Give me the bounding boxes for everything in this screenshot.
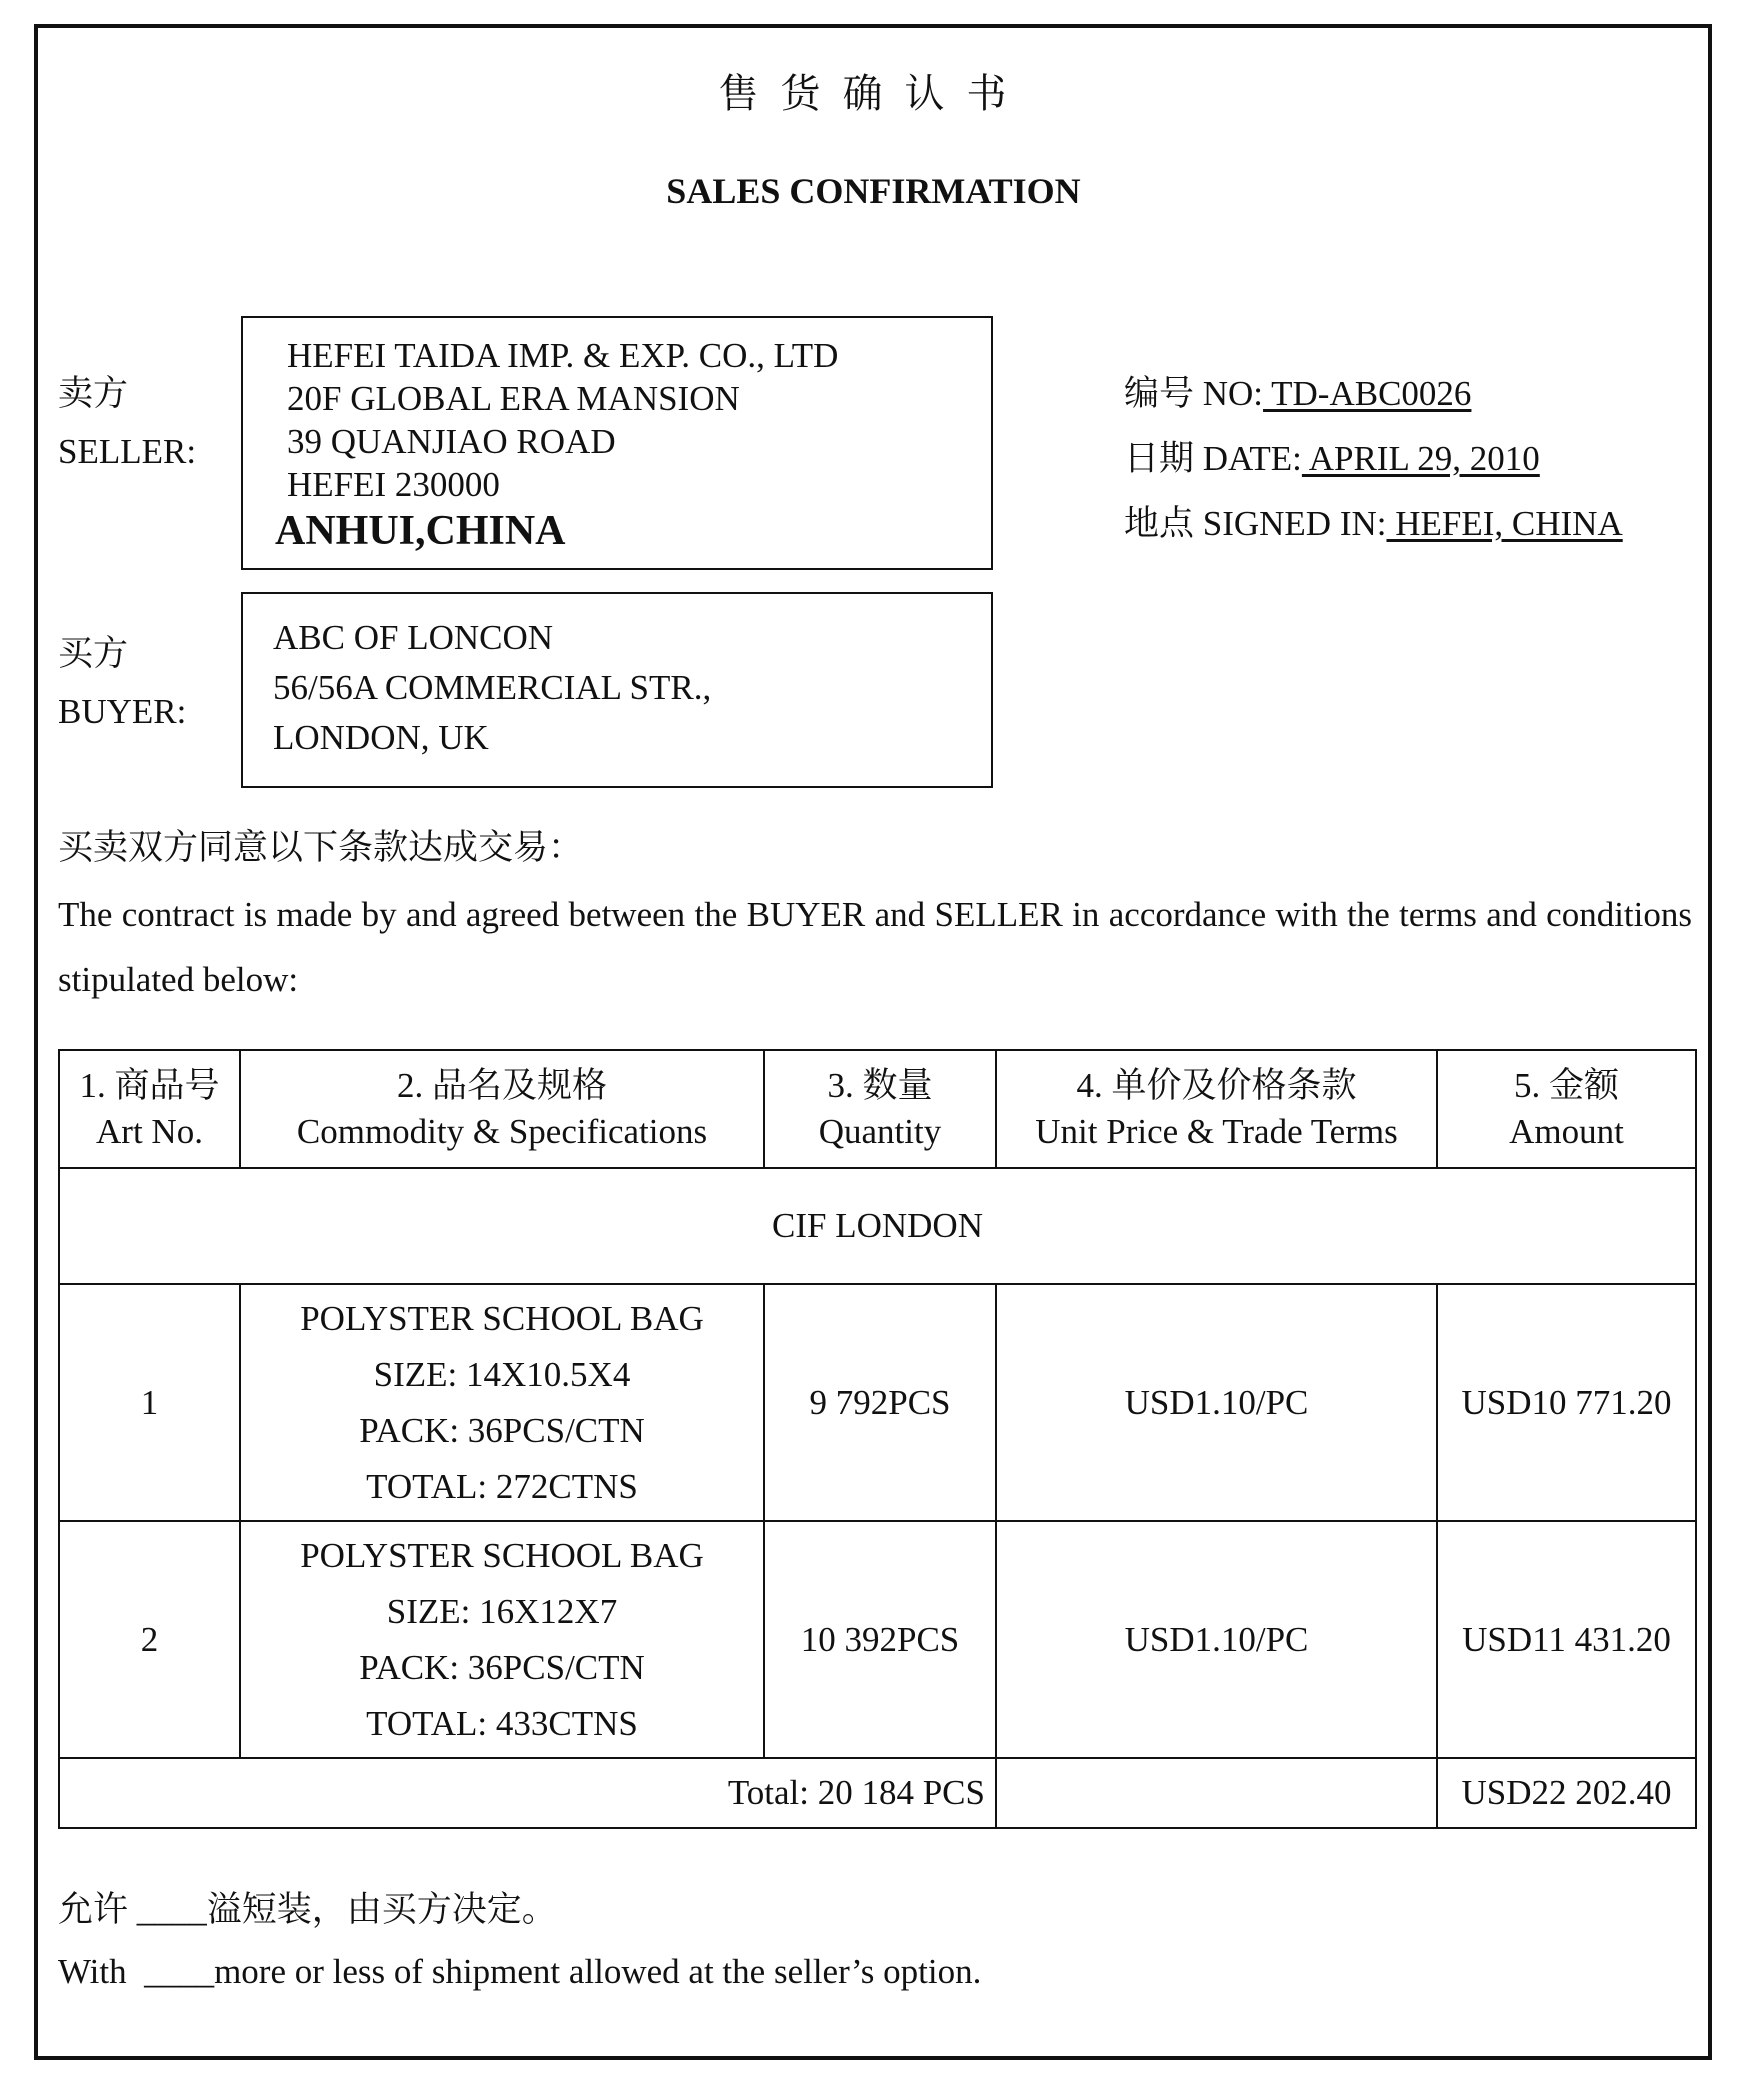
seller-label-en: SELLER: bbox=[58, 432, 197, 471]
trade-term: CIF LONDON bbox=[59, 1168, 1696, 1284]
table-row bbox=[59, 1284, 1696, 1521]
art-no-cell: 2 bbox=[59, 1521, 240, 1758]
total-amount: USD22 202.40 bbox=[1437, 1758, 1696, 1828]
contract-date bbox=[1124, 431, 1540, 481]
trade-term-row bbox=[59, 1168, 1696, 1284]
spec-line: PACK: 36PCS/CTN bbox=[359, 1410, 645, 1450]
unit-price-cell: USD1.10/PC bbox=[996, 1521, 1437, 1758]
quantity-cell: 9 792PCS bbox=[764, 1284, 996, 1521]
art-no-cell: 1 bbox=[59, 1284, 240, 1521]
buyer-label-cn: 买方 bbox=[58, 634, 129, 673]
seller-label-cn: 卖方 bbox=[58, 374, 129, 413]
seller-region: ANHUI,CHINA bbox=[275, 508, 566, 554]
header-unit-price-cn: 4. 单价及价格条款 bbox=[1076, 1066, 1357, 1105]
shipment-clause-en: With ____more or less of shipment allowed at the seller’s option. bbox=[58, 1952, 982, 1991]
contract-date-value: APRIL 29, 2010 bbox=[1301, 439, 1540, 478]
quantity-cell: 10 392PCS bbox=[764, 1521, 996, 1758]
total-empty-cell bbox=[996, 1758, 1437, 1828]
total-row bbox=[59, 1758, 1696, 1828]
amount-cell: USD10 771.20 bbox=[1437, 1284, 1696, 1521]
buyer-line-1: ABC OF LONCON bbox=[273, 618, 554, 657]
spec-line: POLYSTER SCHOOL BAG bbox=[300, 1298, 704, 1338]
header-quantity-cn: 3. 数量 bbox=[827, 1066, 933, 1105]
signed-place-label: 地点 SIGNED IN: bbox=[1124, 504, 1387, 543]
buyer-line-3: LONDON, UK bbox=[273, 718, 489, 757]
spec-line: POLYSTER SCHOOL BAG bbox=[300, 1535, 704, 1575]
header-art-no bbox=[59, 1050, 240, 1168]
total-quantity: Total: 20 184 PCS bbox=[59, 1758, 996, 1828]
header-commodity-cn: 2. 品名及规格 bbox=[396, 1066, 607, 1105]
goods-table bbox=[58, 1049, 1697, 1829]
header-unit-price-en: Unit Price & Trade Terms bbox=[1035, 1112, 1398, 1151]
amount-cell: USD11 431.20 bbox=[1437, 1521, 1696, 1758]
header-quantity bbox=[764, 1050, 996, 1168]
shipment-clause-cn: 允许 ____溢短装，由买方决定。 bbox=[58, 1890, 557, 1929]
buyer-label-en: BUYER: bbox=[58, 692, 187, 731]
contract-date-label: 日期 DATE: bbox=[1124, 439, 1302, 478]
title-english: SALES CONFIRMATION bbox=[666, 171, 1081, 211]
agreement-en: The contract is made by and agreed between the BUYER and SELLER in accordance with the terms and conditions stipulated below: bbox=[58, 895, 1692, 999]
spec-line: TOTAL: 433CTNS bbox=[366, 1703, 638, 1743]
seller-line-1: HEFEI TAIDA IMP. & EXP. CO., LTD bbox=[287, 336, 839, 375]
spec-line: TOTAL: 272CTNS bbox=[366, 1466, 638, 1506]
header-amount bbox=[1437, 1050, 1696, 1168]
commodity-cell bbox=[240, 1284, 764, 1521]
buyer-address-box bbox=[241, 592, 993, 788]
unit-price-cell: USD1.10/PC bbox=[996, 1284, 1437, 1521]
seller-line-3: 39 QUANJIAO ROAD bbox=[287, 422, 616, 461]
signed-place bbox=[1124, 496, 1623, 546]
header-amount-cn: 5. 金额 bbox=[1513, 1066, 1619, 1105]
contract-number-value: TD-ABC0026 bbox=[1263, 374, 1472, 413]
buyer-line-2: 56/56A COMMERCIAL STR., bbox=[273, 668, 712, 707]
seller-line-2: 20F GLOBAL ERA MANSION bbox=[287, 379, 740, 418]
signed-place-value: HEFEI, CHINA bbox=[1386, 504, 1623, 543]
header-commodity bbox=[240, 1050, 764, 1168]
header-commodity-en: Commodity & Specifications bbox=[296, 1112, 708, 1151]
header-art-no-en: Art No. bbox=[96, 1112, 203, 1151]
seller-address-box bbox=[241, 316, 993, 570]
spec-line: SIZE: 16X12X7 bbox=[386, 1591, 618, 1631]
table-header-row bbox=[59, 1050, 1696, 1168]
seller-line-4: HEFEI 230000 bbox=[287, 465, 500, 504]
header-art-no-cn: 1. 商品号 bbox=[79, 1066, 220, 1105]
header-unit-price bbox=[996, 1050, 1437, 1168]
agreement-cn: 买卖双方同意以下条款达成交易： bbox=[58, 828, 584, 867]
table-row bbox=[59, 1521, 1696, 1758]
commodity-cell bbox=[240, 1521, 764, 1758]
contract-number bbox=[1124, 366, 1471, 416]
header-amount-en: Amount bbox=[1509, 1112, 1624, 1151]
title-chinese: 售货确认书 bbox=[718, 71, 1029, 116]
spec-line: PACK: 36PCS/CTN bbox=[359, 1647, 645, 1687]
contract-number-label: 编号 NO: bbox=[1124, 374, 1264, 413]
spec-line: SIZE: 14X10.5X4 bbox=[373, 1354, 631, 1394]
header-quantity-en: Quantity bbox=[818, 1112, 942, 1151]
